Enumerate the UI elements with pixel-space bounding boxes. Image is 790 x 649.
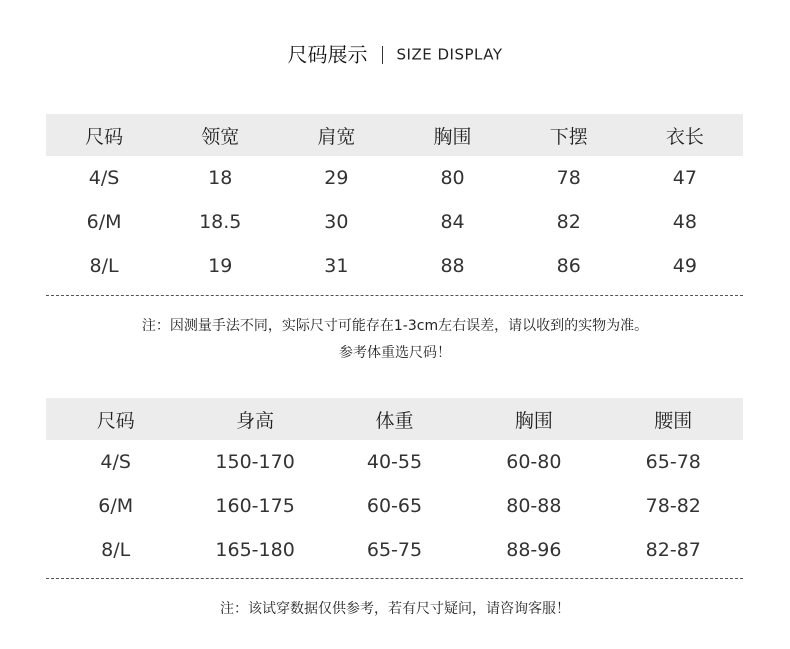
weight-reference-note: 参考体重选尺码！ <box>339 345 451 361</box>
table-cell: 80 <box>440 167 465 189</box>
header-cell-size: 尺码 <box>46 398 185 440</box>
title-chinese: 尺码展示 <box>287 42 368 67</box>
table-cell: 31 <box>324 255 349 277</box>
table-cell: 30 <box>324 211 349 233</box>
title-english: SIZE DISPLAY <box>396 45 503 64</box>
table-cell: 150-170 <box>215 451 295 473</box>
table-cell: 18.5 <box>199 211 242 233</box>
table-cell: 88 <box>440 255 465 277</box>
header-cell-size: 尺码 <box>46 114 162 156</box>
header-cell-chest: 胸围 <box>394 114 510 156</box>
header-cell-length: 衣长 <box>627 114 743 156</box>
table-cell: 6/M <box>86 211 122 233</box>
table-cell: 60-65 <box>366 495 423 517</box>
table-cell: 88-96 <box>506 539 562 561</box>
table-cell: 29 <box>324 167 349 189</box>
table-cell: 6/M <box>98 495 134 517</box>
table-cell: 47 <box>672 167 697 189</box>
header-cell-hem: 下摆 <box>511 114 627 156</box>
table-header-row <box>46 398 743 440</box>
fit-data-note: 注：该试穿数据仅供参考，若有尺寸疑问，请咨询客服！ <box>220 601 570 617</box>
header-cell-collar-width: 领宽 <box>162 114 278 156</box>
table-row <box>46 244 743 288</box>
table-cell: 48 <box>672 211 697 233</box>
table-cell: 78 <box>556 167 581 189</box>
page-title <box>0 40 790 68</box>
table-cell: 80-88 <box>506 495 562 517</box>
table-row <box>46 200 743 244</box>
header-cell-weight: 体重 <box>325 398 464 440</box>
table-row <box>46 528 743 572</box>
table-cell: 165-180 <box>215 539 295 561</box>
table-cell: 82-87 <box>645 539 701 561</box>
measurement-note: 注：因测量手法不同，实际尺寸可能存在1-3cm左右误差，请以收到的实物为准。 <box>141 318 649 334</box>
table-cell: 18 <box>208 167 233 189</box>
header-cell-waist: 腰围 <box>604 398 743 440</box>
table-cell: 86 <box>556 255 581 277</box>
table-cell: 49 <box>672 255 697 277</box>
table-row <box>46 156 743 200</box>
table-cell: 84 <box>440 211 465 233</box>
header-cell-shoulder-width: 肩宽 <box>278 114 394 156</box>
table-cell: 65-78 <box>645 451 701 473</box>
table-cell: 65-75 <box>366 539 423 561</box>
table-cell: 78-82 <box>645 495 701 517</box>
table-cell: 82 <box>556 211 581 233</box>
table-cell: 40-55 <box>366 451 423 473</box>
header-cell-chest: 胸围 <box>464 398 603 440</box>
table-cell: 60-80 <box>506 451 562 473</box>
table-row <box>46 484 743 528</box>
body-fit-table <box>46 398 743 572</box>
table-cell: 4/S <box>100 451 131 473</box>
header-cell-height: 身高 <box>185 398 324 440</box>
table-cell: 19 <box>208 255 233 277</box>
table-header-row <box>46 114 743 156</box>
title-divider <box>382 46 383 64</box>
table-cell: 160-175 <box>215 495 295 517</box>
table-row <box>46 440 743 484</box>
table-cell: 8/L <box>101 539 131 561</box>
garment-size-table <box>46 114 743 288</box>
dashed-divider <box>46 295 743 296</box>
dashed-divider <box>46 578 743 579</box>
table-cell: 8/L <box>89 255 119 277</box>
table-cell: 4/S <box>88 167 120 189</box>
